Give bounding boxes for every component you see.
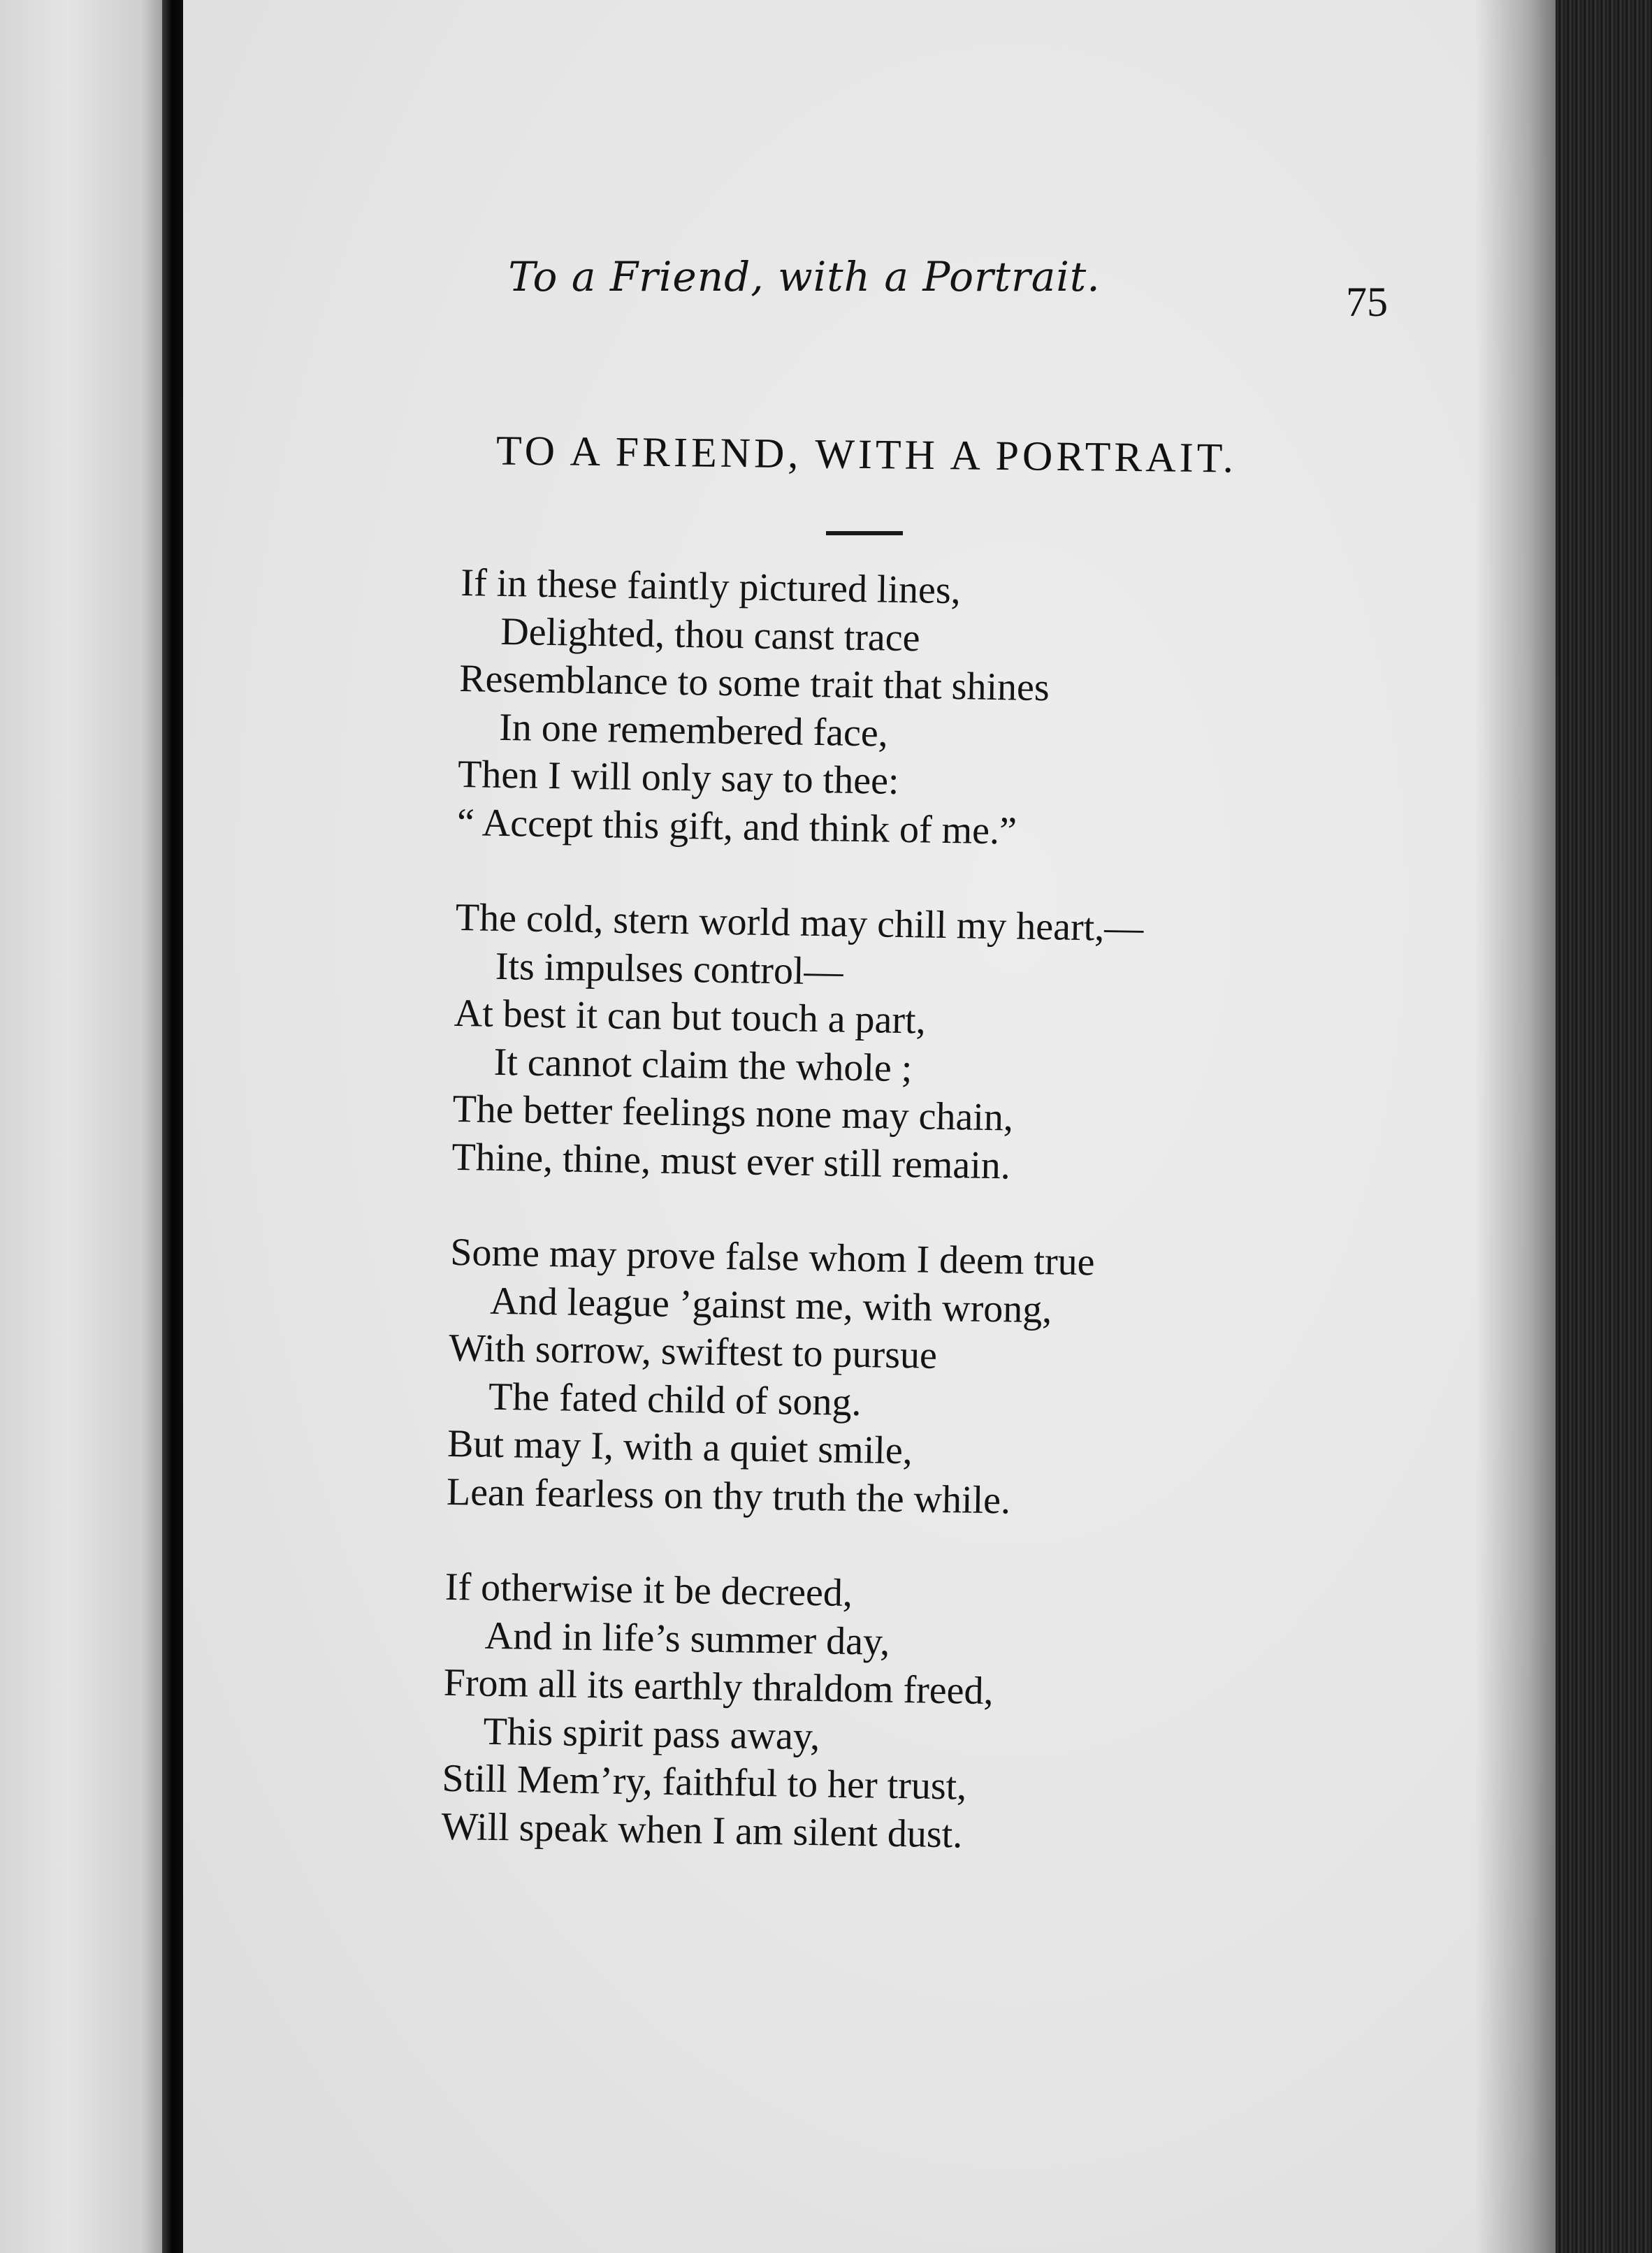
- poem-line: Then I will only say to thee:: [457, 752, 899, 803]
- poem-line: The better feelings none may chain,: [452, 1087, 1014, 1140]
- poem-line: This spirit pass away,: [483, 1709, 820, 1758]
- poem-line: Thine, thine, must ever still remain.: [451, 1135, 1011, 1187]
- poem-line: From all its earthly thraldom freed,: [443, 1660, 994, 1714]
- stanza: [451, 894, 1294, 1194]
- poem-line: Some may prove false whom I deem true: [449, 1230, 1095, 1284]
- poem-line: And league ’gainst me, with wrong,: [489, 1279, 1052, 1331]
- poem-line: And in life’s summer day,: [484, 1614, 890, 1664]
- poem-line: Still Mem’ry, faithful to her trust,: [442, 1756, 967, 1809]
- poem-line: Resemblance to some trait that shines: [458, 656, 1050, 710]
- poem-line: At best it can but touch a part,: [454, 991, 927, 1043]
- stanza: [457, 559, 1300, 860]
- poem-line: With sorrow, swiftest to pursue: [448, 1326, 938, 1377]
- poem-line: Lean fearless on thy truth the while.: [446, 1470, 1011, 1523]
- running-head: To a Friend, with a Portrait.: [508, 253, 1101, 300]
- poem-line: If in these faintly pictured lines,: [460, 560, 962, 613]
- poem-line: In one remembered face,: [498, 705, 889, 755]
- poem-title: TO A FRIEND, WITH A PORTRAIT.: [495, 427, 1238, 481]
- poem-line: Its impulses control—: [495, 944, 844, 994]
- poem-line: But may I, with a quiet smile,: [447, 1421, 913, 1473]
- title-rule: [826, 531, 903, 535]
- poem-line: The cold, stern world may chill my heart,—: [455, 895, 1144, 950]
- poem-line: Delighted, thou canst trace: [500, 609, 921, 660]
- page-number: 75: [1346, 279, 1388, 325]
- poem-line: Will speak when I am silent dust.: [441, 1804, 963, 1856]
- poem-line: “ Accept this gift, and think of me.”: [456, 800, 1017, 853]
- poem-body: [440, 559, 1300, 1911]
- poem-line: The fated child of song.: [488, 1375, 862, 1424]
- page-shadow: [1475, 0, 1565, 2253]
- stanza: [441, 1563, 1284, 1864]
- poem-line: If otherwise it be decreed,: [444, 1565, 853, 1615]
- stanza: [446, 1229, 1289, 1529]
- previous-page-edge: [0, 0, 166, 2253]
- poem-line: It cannot claim the whole ;: [493, 1040, 913, 1090]
- book-fore-edge: [1556, 0, 1652, 2253]
